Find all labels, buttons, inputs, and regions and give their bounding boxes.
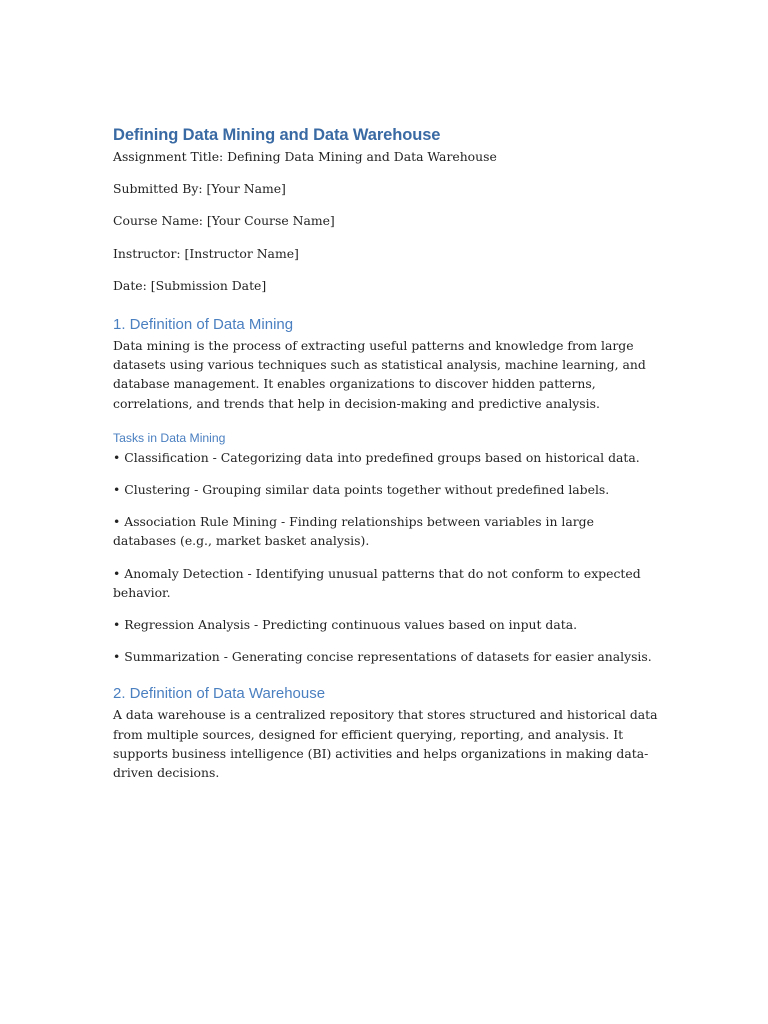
tasks-list	[113, 448, 658, 667]
meta-date: Date: [Submission Date]	[113, 277, 267, 293]
list-item: • Association Rule Mining - Finding relationships between variables in large databases (e.g., market basket analysis).	[113, 514, 594, 549]
assignment-meta	[113, 147, 658, 295]
document-title: Defining Data Mining and Data Warehouse	[113, 126, 441, 144]
list-item: • Anomaly Detection - Identifying unusual patterns that do not conform to expected behavior.	[113, 565, 641, 600]
list-item: • Clustering - Grouping similar data points together without predefined labels.	[113, 482, 610, 498]
list-item: • Regression Analysis - Predicting continuous values based on input data.	[113, 617, 578, 633]
section-heading-data-warehouse: 2. Definition of Data Warehouse	[113, 685, 326, 703]
meta-course-name: Course Name: [Your Course Name]	[113, 213, 335, 229]
data-warehouse-paragraph: A data warehouse is a centralized repository that stores structured and historical data from multiple sources, designed for efficient querying, reporting, and analysis. It supports business intelligence (BI) activities and helps organizations in making data-driven decisions.	[113, 707, 658, 781]
list-item: • Summarization - Generating concise representations of datasets for easier analysis.	[113, 649, 652, 665]
list-item: • Classification - Categorizing data into predefined groups based on historical data.	[113, 449, 640, 465]
meta-submitted-by: Submitted By: [Your Name]	[113, 181, 286, 197]
document-page	[113, 124, 658, 782]
meta-instructor: Instructor: [Instructor Name]	[113, 245, 299, 261]
subheading-tasks-in-data-mining: Tasks in Data Mining	[113, 430, 226, 445]
meta-assignment-title: Assignment Title: Defining Data Mining and Data Warehouse	[113, 149, 497, 164]
data-mining-paragraph: Data mining is the process of extracting useful patterns and knowledge from large datasets using various techniques such as statistical analysis, machine learning, and database management. It enables organizations to discover hidden patterns, correlations, and trends that help in decision-making and predictive analysis.	[113, 338, 646, 411]
section-heading-data-mining: 1. Definition of Data Mining	[113, 316, 294, 334]
